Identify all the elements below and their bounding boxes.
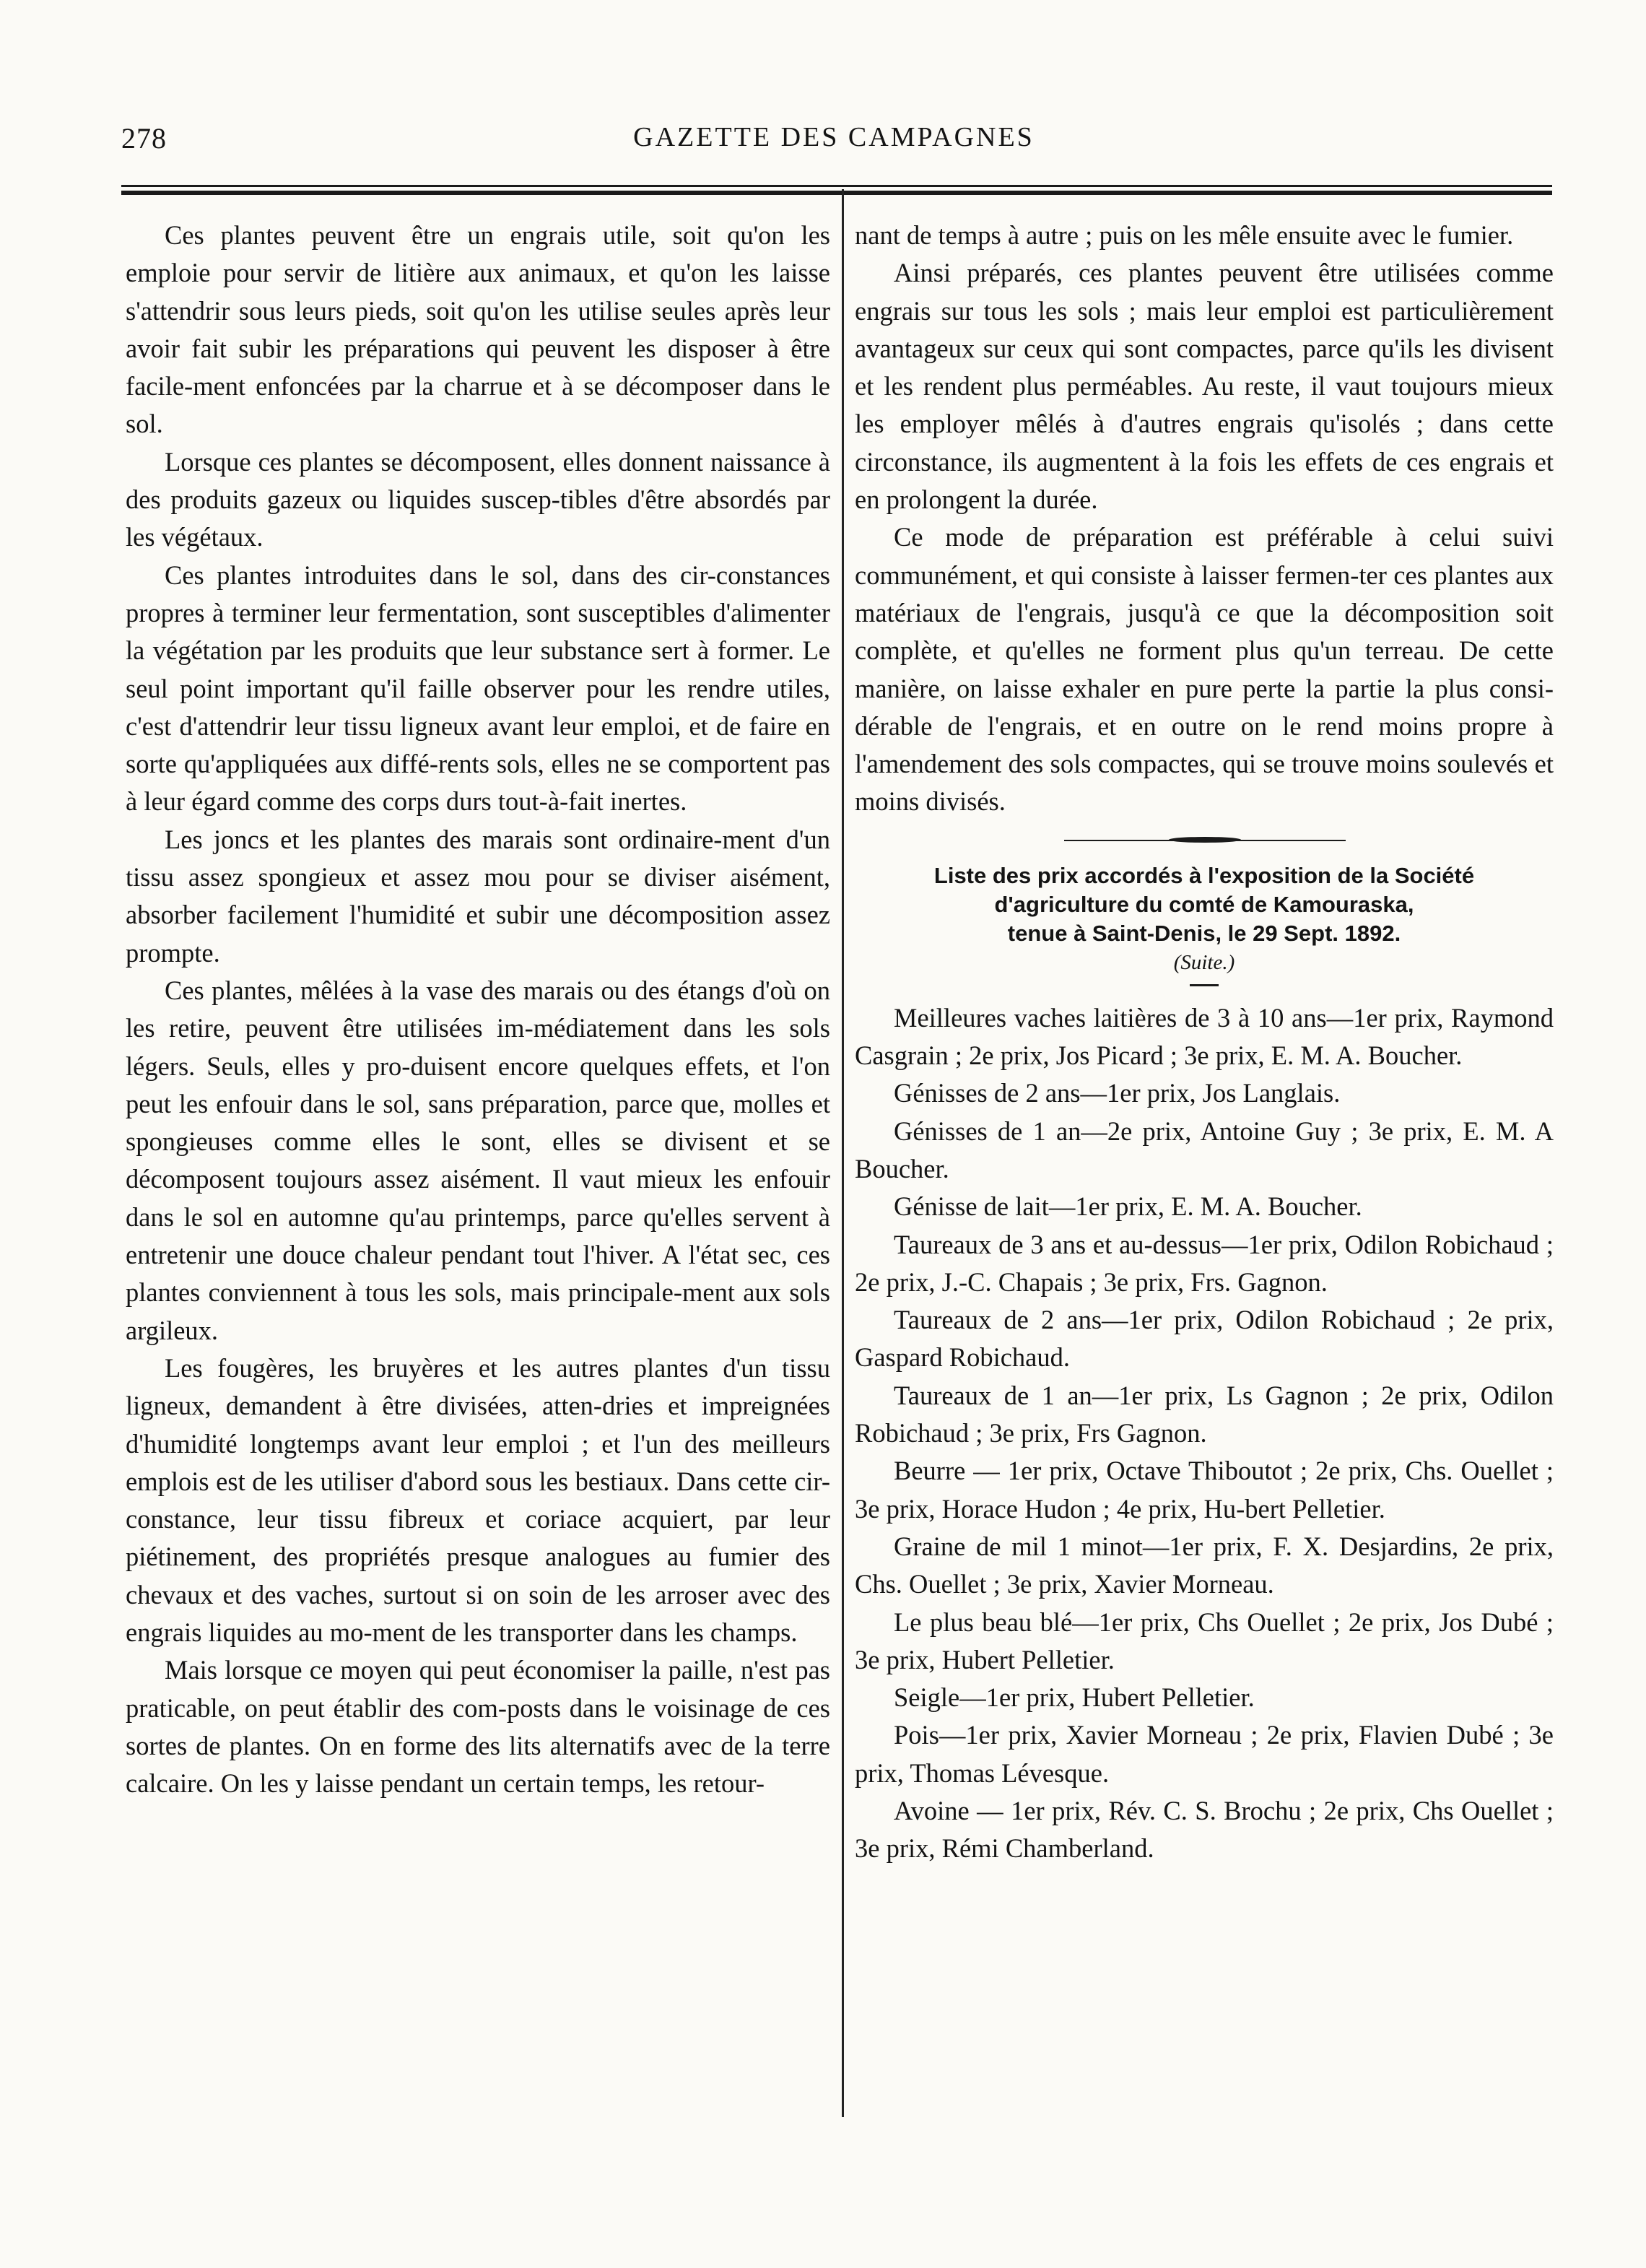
right-continuation: nant de temps à autre ; puis on les mêle ensuite avec le fumier.	[855, 220, 1514, 250]
header-rule-thick	[121, 191, 1552, 195]
prize-entry: Taureaux de 3 ans et au-dessus—1er prix, Odilon Robichaud ; 2e prix, J.-C. Chapais ; 3e prix, Frs. Gagnon.	[855, 1229, 1554, 1297]
heading-line-3: tenue à Saint-Denis, le 29 Sept. 1892.	[1007, 920, 1401, 946]
prize-entry: Avoine — 1er prix, Rév. C. S. Brochu ; 2e prix, Chs Ouellet ; 3e prix, Rémi Chamberland.	[855, 1795, 1554, 1864]
prize-entry: Le plus beau blé—1er prix, Chs Ouellet ; 2e prix, Jos Dubé ; 3e prix, Hubert Pelletier.	[855, 1607, 1554, 1674]
prize-entry: Génisses de 2 ans—1er prix, Jos Langlais.	[894, 1078, 1341, 1108]
left-paragraph-2: Lorsque ces plantes se décomposent, elles donnent naissance à des produits gazeux ou liquides suscep-tibles d'être absordés par les végétaux.	[126, 446, 830, 552]
left-paragraph-1: Ces plantes peuvent être un engrais utile, soit qu'on les emploie pour servir de litière aux animaux, et qu'on les laisse s'attendrir sous leurs pieds, soit qu'on les utilise seules après leur avoir fait subir les préparations qui peuvent les disposer à être facile-ment enfoncées par la charrue et à se décomposer dans le sol.	[126, 220, 830, 439]
left-paragraph-6: Les fougères, les bruyères et les autres plantes d'un tissu ligneux, demandent à être divisées, atten-dries et impreignées d'humidité longtemps avant leur emploi ; et l'un des meilleurs emplois est de les utiliser d'abord sous les bestiaux. Dans cette cir-constance, leur tissu fibreux et coriace acquiert, par leur piétinement, des propriétés presque analogues au fumier des chevaux et des vaches, surtout si on soin de les arroser avec des engrais liquides au mo-ment de les transporter dans les champs.	[126, 1352, 830, 1647]
left-paragraph-4: Les joncs et les plantes des marais sont ordinaire-ment d'un tissu assez spongieux et assez mou pour se diviser aisément, absorber facilement l'humidité et subir une décomposition assez prompte.	[126, 824, 830, 968]
page-header	[116, 121, 1552, 165]
prize-entry: Beurre — 1er prix, Octave Thiboutot ; 2e prix, Chs. Ouellet ; 3e prix, Horace Hudon ; 4e prix, Hu-bert Pelletier.	[855, 1456, 1554, 1524]
right-paragraph-1: Ainsi préparés, ces plantes peuvent être utilisées comme engrais sur tous les sols ; mais leur emploi est particulièrement avantageux sur ceux qui sont compactes, parce qu'ils les divisent et les rendent plus perméables. Au reste, il vaut toujours mieux les employer mêlés à d'autres engrais qu'isolés ; dans cette circonstance, ils augmentent à la fois les effets de ces engrais et en prolongent la durée.	[855, 258, 1554, 515]
section-ornament	[855, 821, 1554, 859]
page-number: 278	[121, 122, 167, 155]
prize-entry: Meilleures vaches laitières de 3 à 10 ans—1er prix, Raymond Casgrain ; 2e prix, Jos Picard ; 3e prix, E. M. A. Boucher.	[855, 1002, 1554, 1071]
running-head: GAZETTE DES CAMPAGNES	[633, 122, 1035, 152]
prize-entry: Graine de mil 1 minot—1er prix, F. X. Desjardins, 2e prix, Chs. Ouellet ; 3e prix, Xavier Morneau.	[855, 1531, 1554, 1599]
prize-list-heading	[855, 861, 1554, 977]
prize-entry: Taureaux de 1 an—1er prix, Ls Gagnon ; 2e prix, Odilon Robichaud ; 3e prix, Frs Gagnon.	[855, 1380, 1554, 1448]
left-paragraph-5: Ces plantes, mêlées à la vase des marais ou des étangs d'où on les retire, peuvent être utilisées im-médiatement dans les sols légers. Seuls, elles y pro-duisent encore quelques effets, et l'on peut les enfouir dans le sol, sans préparation, parce que, molles et spongieuses comme elles le sont, elles se divisent et se décomposent toujours assez aisément. Il vaut mieux les enfouir dans le sol en automne qu'au printemps, parce qu'elles servent à entretenir une douce chaleur pendant tout l'hiver. A l'état sec, ces plantes conviennent à tous les sols, mais principale-ment aux sols argileux.	[126, 975, 830, 1345]
heading-line-2: d'agriculture du comté de Kamouraska,	[994, 891, 1414, 917]
header-rule-thin	[121, 185, 1552, 187]
heading-separator	[1190, 984, 1219, 986]
heading-suite: (Suite.)	[1173, 950, 1235, 974]
left-column	[126, 217, 830, 1802]
prize-entry: Taureaux de 2 ans—1er prix, Odilon Robichaud ; 2e prix, Gaspard Robichaud.	[855, 1305, 1554, 1373]
right-paragraph-2: Ce mode de préparation est préférable à celui suivi communément, et qui consiste à laisser fermen-ter ces plantes aux matériaux de l'engrais, jusqu'à ce que la décomposition soit complète, et qu'elles ne forment plus qu'un terreau. De cette manière, on laisse exhaler en pure perte la partie la plus consi-dérable de l'engrais, et en outre on le rend moins propre à l'amendement des sols compactes, qui se trouve moins soulevés et moins divisés.	[855, 522, 1554, 817]
prize-entry: Génisse de lait—1er prix, E. M. A. Boucher.	[894, 1191, 1362, 1222]
left-paragraph-7: Mais lorsque ce moyen qui peut économiser la paille, n'est pas praticable, on peut établir des com-posts dans le voisinage de ces sortes de plantes. On en forme des lits alternatifs avec de la terre calcaire. On les y laisse pendant un certain temps, les retour-	[126, 1655, 830, 1799]
prize-entry: Génisses de 1 an—2e prix, Antoine Guy ; 3e prix, E. M. A Boucher.	[855, 1116, 1554, 1183]
column-divider	[842, 189, 844, 2117]
prize-entry: Seigle—1er prix, Hubert Pelletier.	[894, 1682, 1255, 1713]
prize-entry: Pois—1er prix, Xavier Morneau ; 2e prix, Flavien Dubé ; 3e prix, Thomas Lévesque.	[855, 1720, 1554, 1788]
left-paragraph-3: Ces plantes introduites dans le sol, dans des cir-constances propres à terminer leur fermentation, sont susceptibles d'alimenter la végétation par les produits que leur substance sert à former. Le seul point important qu'il faille observer pour les rendre utiles, c'est d'attendrir leur tissu ligneux avant leur emploi, et de faire en sorte qu'appliquées aux diffé-rents sols, elles ne se comportent pas à leur égard comme des corps durs tout-à-fait inertes.	[126, 560, 830, 817]
right-column	[855, 217, 1554, 1868]
heading-line-1: Liste des prix accordés à l'exposition de la Société	[933, 862, 1475, 888]
